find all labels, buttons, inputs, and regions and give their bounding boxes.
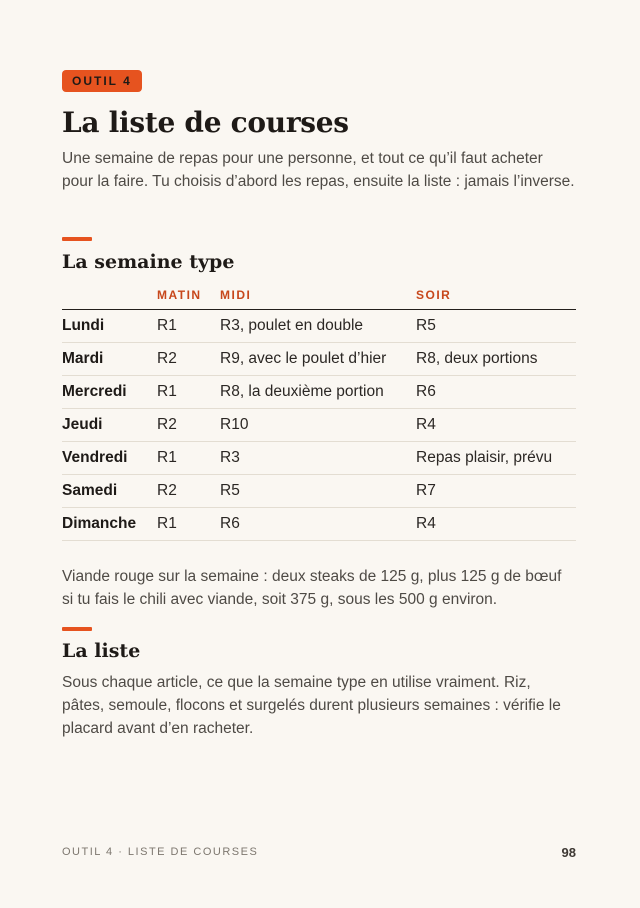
day-cell: Mercredi xyxy=(62,376,157,409)
day-cell: Dimanche xyxy=(62,508,157,541)
midi-cell: R5 xyxy=(220,475,416,508)
page-number: 98 xyxy=(561,845,576,860)
midi-cell: R6 xyxy=(220,508,416,541)
soir-cell: R4 xyxy=(416,409,576,442)
day-cell: Samedi xyxy=(62,475,157,508)
running-head: OUTIL 4 · LISTE DE COURSES xyxy=(62,846,259,858)
meat-note: Viande rouge sur la semaine : deux steaks de 125 g, plus 125 g de bœuf si tu fais le chili avec viande, soit 375 g, sous les 500 g environ. xyxy=(62,568,562,608)
midi-cell: R3 xyxy=(220,442,416,475)
section-accent-rule xyxy=(62,627,92,631)
day-cell: Vendredi xyxy=(62,442,157,475)
tool-tag: OUTIL 4 xyxy=(62,70,142,92)
intro-paragraph: Une semaine de repas pour une personne, et tout ce qu’il faut acheter pour la faire. Tu choisis d’abord les repas, ensuite la liste : jamais l’inverse. xyxy=(62,150,575,190)
section-accent-rule xyxy=(62,237,92,241)
list-heading: La liste xyxy=(62,640,141,662)
soir-cell: R7 xyxy=(416,475,576,508)
list-intro-paragraph: Sous chaque article, ce que la semaine type en utilise vraiment. Riz, pâtes, semoule, flocons et surgelés durent plusieurs semaines : vérifie le placard avant d’en racheter. xyxy=(62,674,561,737)
column-header-midi: MIDI xyxy=(220,281,416,310)
table-row xyxy=(62,310,576,343)
soir-cell: R8, deux portions xyxy=(416,343,576,376)
table-row xyxy=(62,409,576,442)
matin-cell: R1 xyxy=(157,376,220,409)
table-header-row xyxy=(62,281,576,310)
day-cell: Lundi xyxy=(62,310,157,343)
soir-cell: R4 xyxy=(416,508,576,541)
matin-cell: R2 xyxy=(157,409,220,442)
week-table xyxy=(62,281,576,541)
column-header-day xyxy=(62,281,157,310)
page-title: La liste de courses xyxy=(62,106,349,139)
column-header-soir: SOIR xyxy=(416,281,576,310)
soir-cell: R6 xyxy=(416,376,576,409)
week-heading: La semaine type xyxy=(62,251,235,273)
matin-cell: R1 xyxy=(157,310,220,343)
matin-cell: R2 xyxy=(157,343,220,376)
day-cell: Jeudi xyxy=(62,409,157,442)
table-row xyxy=(62,442,576,475)
table-row xyxy=(62,508,576,541)
midi-cell: R3, poulet en double xyxy=(220,310,416,343)
midi-cell: R10 xyxy=(220,409,416,442)
table-row xyxy=(62,376,576,409)
soir-cell: R5 xyxy=(416,310,576,343)
matin-cell: R2 xyxy=(157,475,220,508)
column-header-matin: MATIN xyxy=(157,281,220,310)
soir-cell: Repas plaisir, prévu xyxy=(416,442,576,475)
midi-cell: R9, avec le poulet d’hier xyxy=(220,343,416,376)
day-cell: Mardi xyxy=(62,343,157,376)
table-row xyxy=(62,475,576,508)
midi-cell: R8, la deuxième portion xyxy=(220,376,416,409)
matin-cell: R1 xyxy=(157,442,220,475)
table-row xyxy=(62,343,576,376)
matin-cell: R1 xyxy=(157,508,220,541)
